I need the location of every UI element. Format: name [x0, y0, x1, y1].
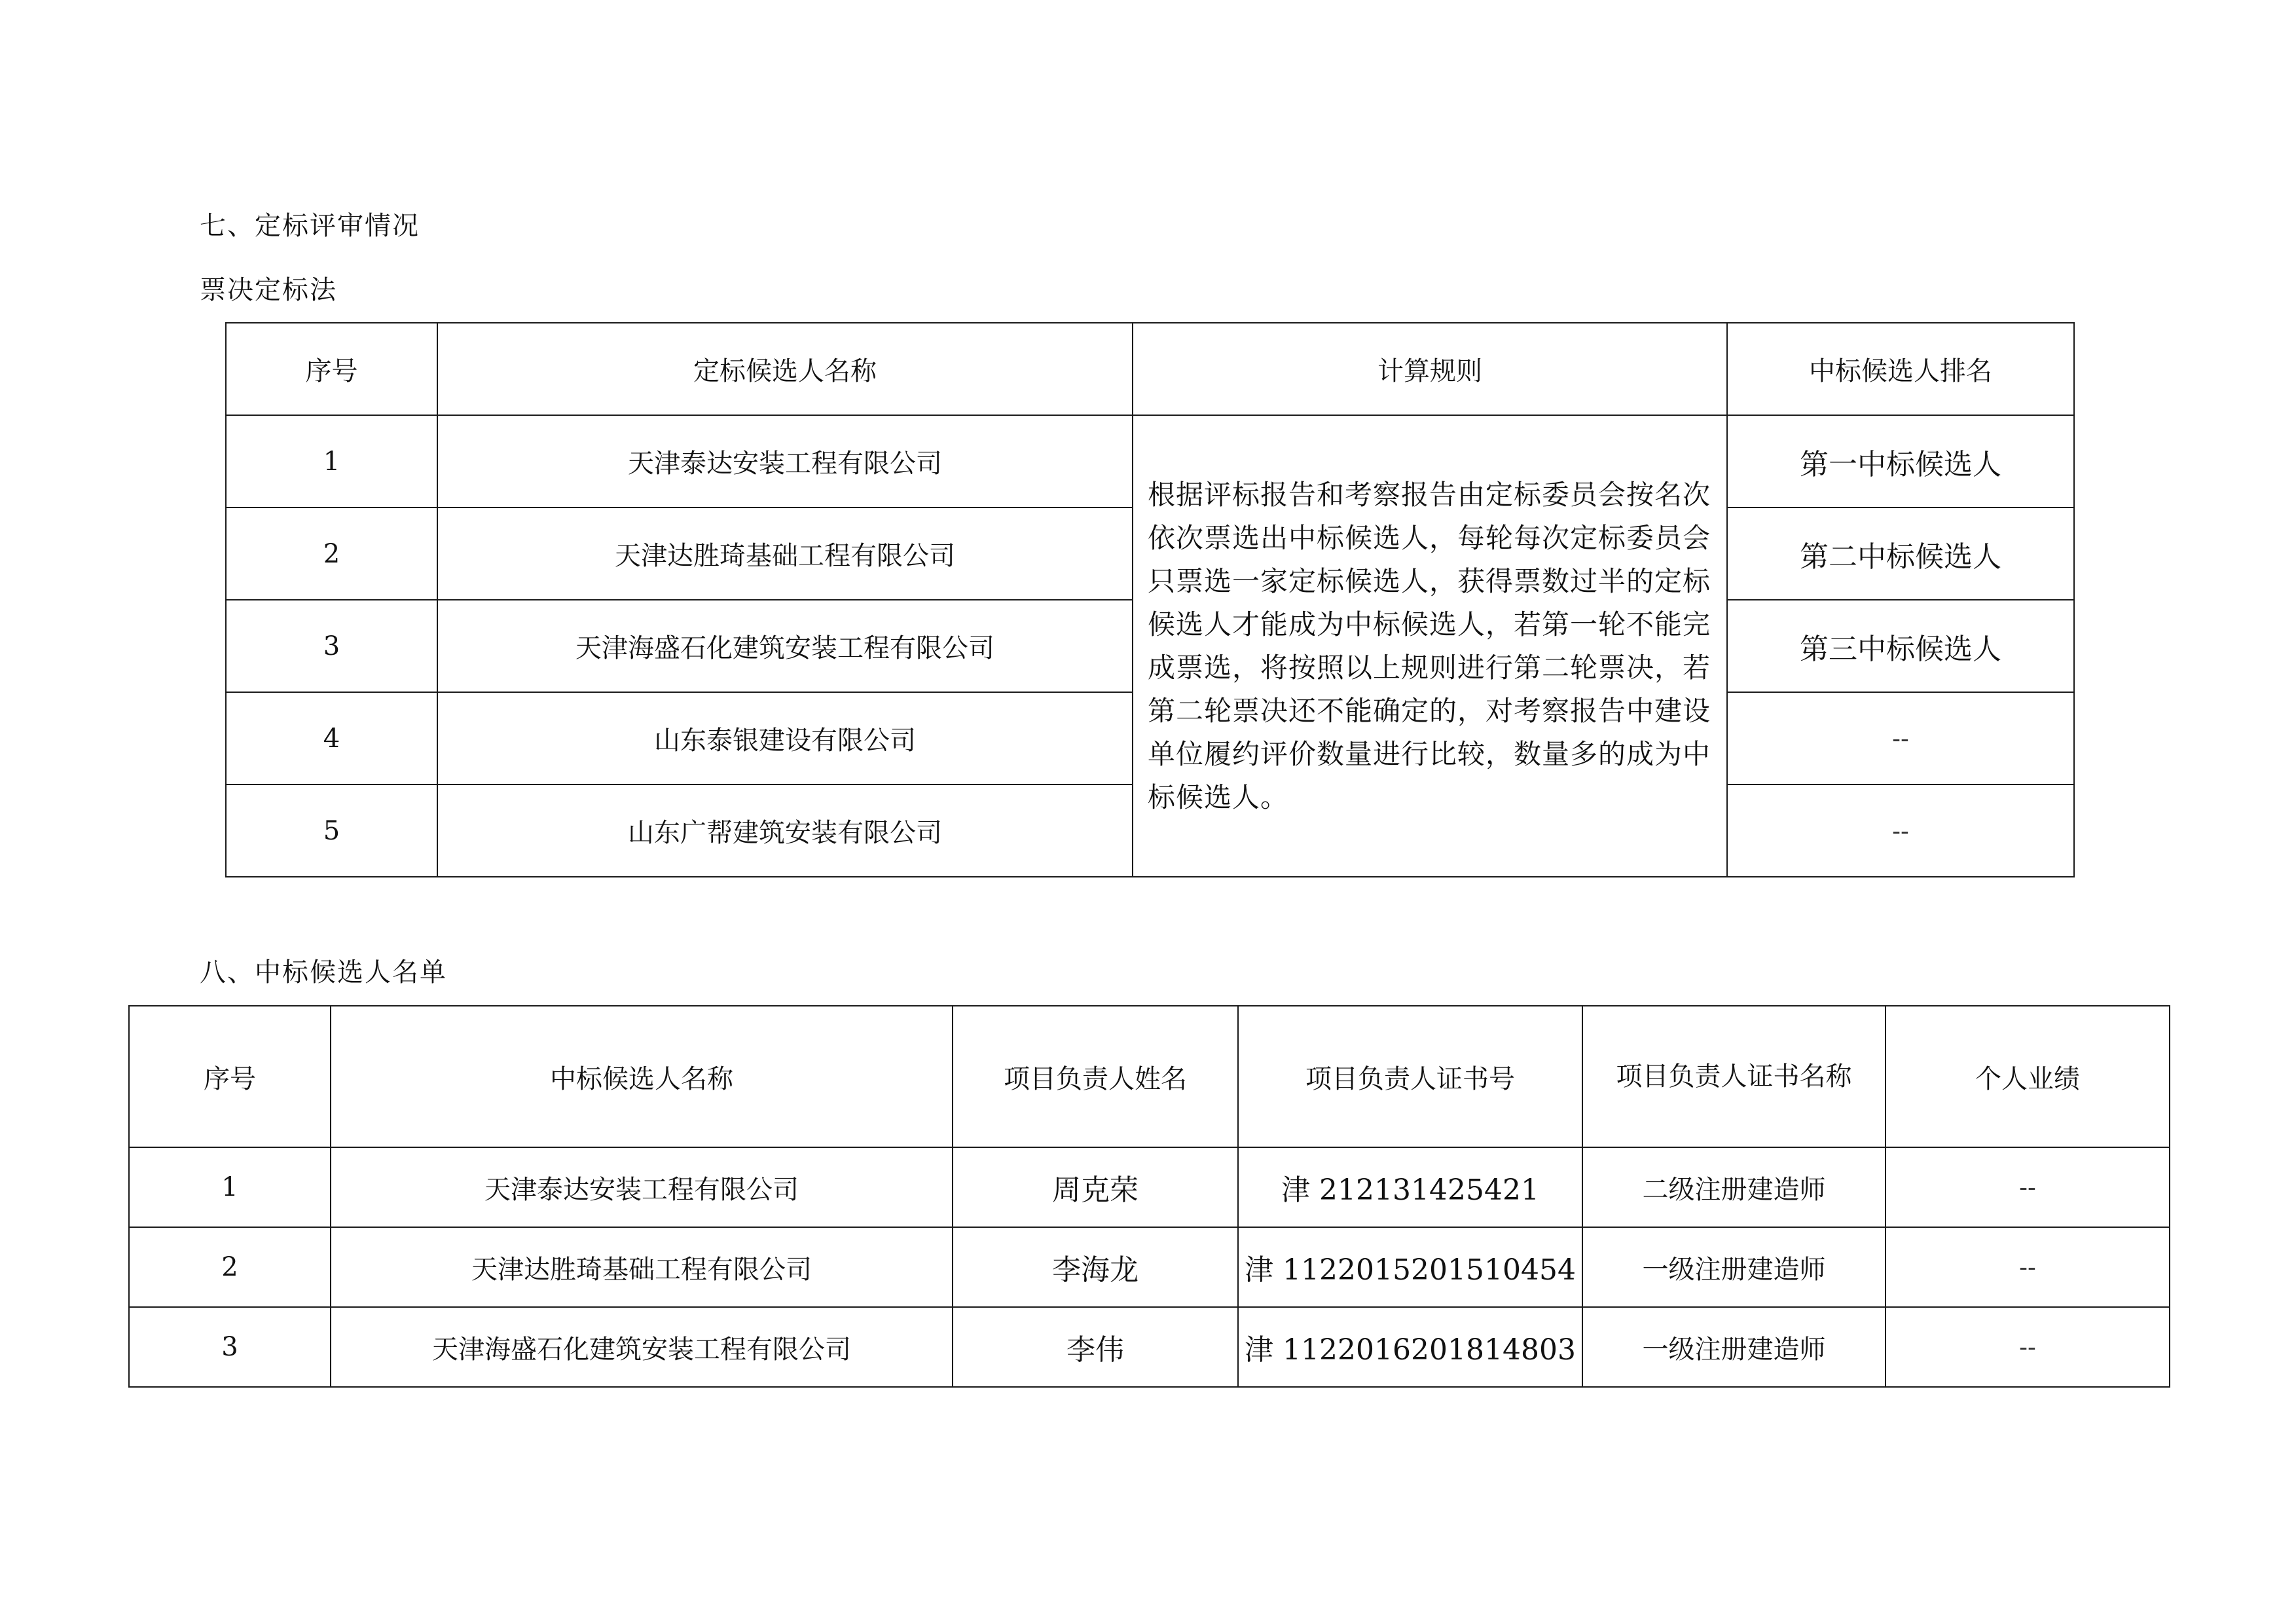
row-candidate-name: 天津泰达安装工程有限公司: [437, 415, 1133, 507]
winning-candidates-table: [128, 1005, 2170, 1388]
row-candidate-name: 山东广帮建筑安装有限公司: [437, 784, 1133, 877]
table-row: [226, 415, 2074, 507]
row-index: 2: [226, 507, 437, 600]
row-manager-name: 李海龙: [953, 1227, 1238, 1307]
header-performance: 个人业绩: [1886, 1006, 2170, 1147]
row-candidate-name: 天津海盛石化建筑安装工程有限公司: [331, 1307, 953, 1387]
row-ranking: --: [1727, 692, 2074, 784]
header-ranking: 中标候选人排名: [1727, 323, 2074, 415]
row-manager-name: 李伟: [953, 1307, 1238, 1387]
header-index: 序号: [129, 1006, 331, 1147]
row-cert-number: 津 1122015201510454: [1238, 1227, 1582, 1307]
header-cert-number: 项目负责人证书号: [1238, 1006, 1582, 1147]
row-index: 2: [129, 1227, 331, 1307]
header-candidate-name: 中标候选人名称: [331, 1006, 953, 1147]
header-candidate-name: 定标候选人名称: [437, 323, 1133, 415]
row-ranking: 第二中标候选人: [1727, 507, 2074, 600]
row-performance: --: [1886, 1147, 2170, 1227]
row-candidate-name: 天津达胜琦基础工程有限公司: [331, 1227, 953, 1307]
table-row: [129, 1227, 2170, 1307]
evaluation-table-header: [226, 323, 2074, 415]
header-manager-name: 项目负责人姓名: [953, 1006, 1238, 1147]
row-candidate-name: 天津泰达安装工程有限公司: [331, 1147, 953, 1227]
header-cert-name: 项目负责人证书名称: [1582, 1006, 1886, 1147]
row-index: 3: [129, 1307, 331, 1387]
row-cert-number: 津 1122016201814803: [1238, 1307, 1582, 1387]
row-performance: --: [1886, 1227, 2170, 1307]
row-cert-name: 一级注册建造师: [1582, 1227, 1886, 1307]
header-calculation-rule: 计算规则: [1133, 323, 1727, 415]
evaluation-table: [225, 322, 2075, 877]
calculation-rule-text: 根据评标报告和考察报告由定标委员会按名次依次票选出中标候选人，每轮每次定标委员会只票选一家定标候选人，获得票数过半的定标候选人才能成为中标候选人，若第一轮不能完成票选，将按照以上规则进行第二轮票决，若第二轮票决还不能确定的，对考察报告中建设单位履约评价数量进行比较，数量多的成为中标候选人。: [1133, 415, 1727, 877]
header-index: 序号: [226, 323, 437, 415]
row-ranking: 第一中标候选人: [1727, 415, 2074, 507]
row-cert-name: 二级注册建造师: [1582, 1147, 1886, 1227]
row-cert-number: 津 212131425421: [1238, 1147, 1582, 1227]
row-index: 3: [226, 600, 437, 692]
row-ranking: --: [1727, 784, 2074, 877]
row-manager-name: 周克荣: [953, 1147, 1238, 1227]
table-row: [129, 1147, 2170, 1227]
row-index: 5: [226, 784, 437, 877]
section8-heading: 八、中标候选人名单: [200, 957, 447, 987]
row-ranking: 第三中标候选人: [1727, 600, 2074, 692]
row-index: 1: [129, 1147, 331, 1227]
row-performance: --: [1886, 1307, 2170, 1387]
table-row: [129, 1307, 2170, 1387]
row-candidate-name: 天津达胜琦基础工程有限公司: [437, 507, 1133, 600]
section7-heading: 七、定标评审情况: [200, 211, 420, 241]
row-cert-name: 一级注册建造师: [1582, 1307, 1886, 1387]
row-index: 1: [226, 415, 437, 507]
row-candidate-name: 山东泰银建设有限公司: [437, 692, 1133, 784]
winning-table-header: [129, 1006, 2170, 1147]
row-candidate-name: 天津海盛石化建筑安装工程有限公司: [437, 600, 1133, 692]
section7-method: 票决定标法: [200, 275, 337, 305]
row-index: 4: [226, 692, 437, 784]
